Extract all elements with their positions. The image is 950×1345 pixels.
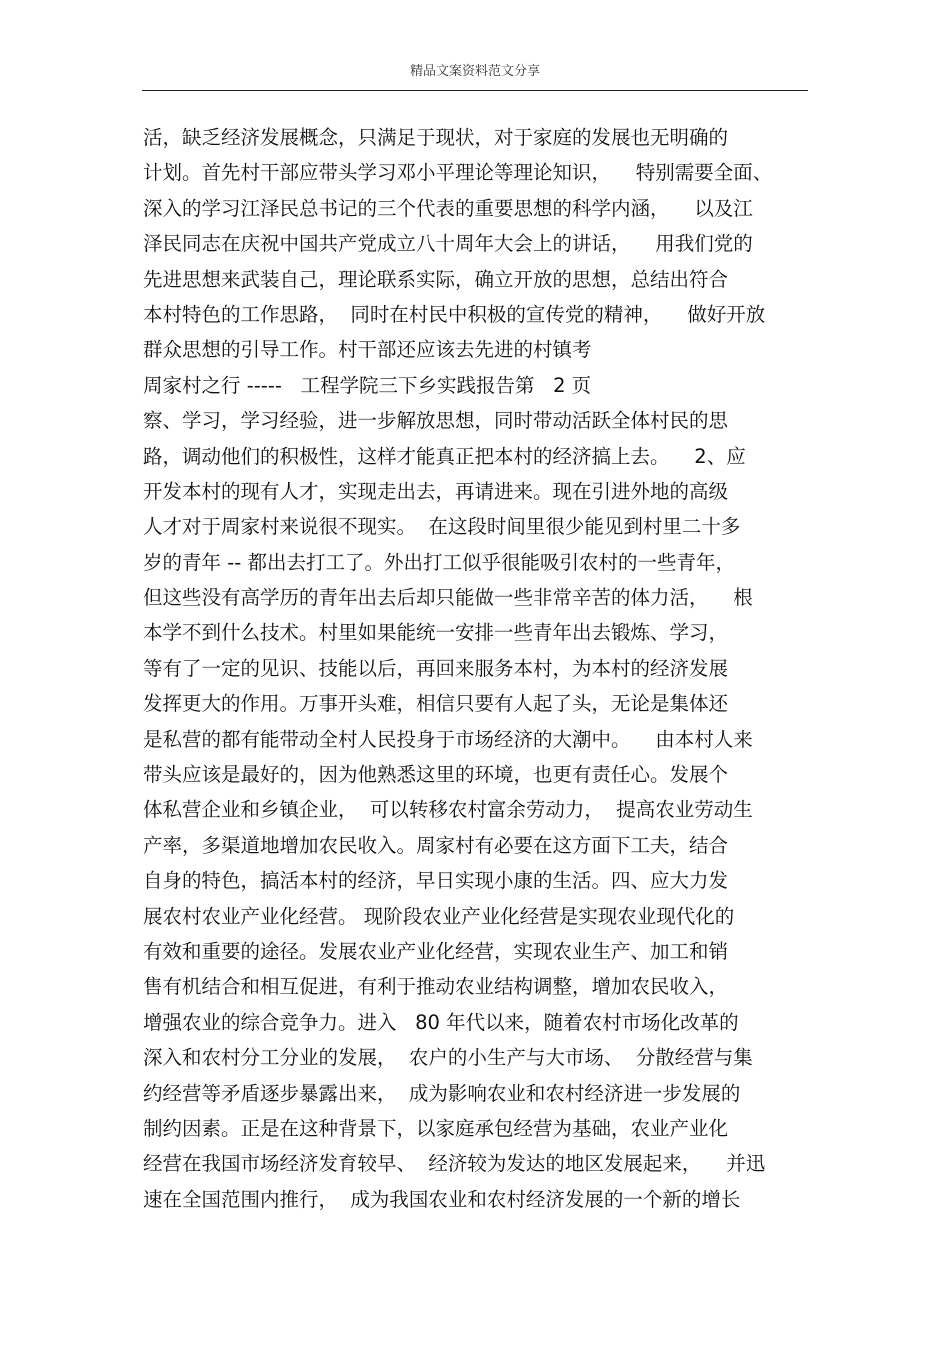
- text-line: 自身的特色，搞活本村的经济，早日实现小康的生活。四、应大力发: [143, 869, 729, 893]
- text-line: 约经营等矛盾逐步暴露出来， 成为影响农业和农村经济进一步发展的: [143, 1081, 741, 1105]
- text-line: 体私营企业和乡镇企业， 可以转移农村富余劳动力， 提高农业劳动生: [143, 798, 753, 822]
- text-line: 深入和农村分工分业的发展， 农户的小生产与大市场、 分散经营与集: [143, 1046, 753, 1070]
- text-line: 但这些没有高学历的青年出去后却只能做一些非常辛苦的体力活， 根: [143, 586, 753, 610]
- text-line: 发挥更大的作用。万事开头难，相信只要有人起了头，无论是集体还: [143, 692, 729, 716]
- text-line: 先进思想来武装自己，理论联系实际，确立开放的思想，总结出符合: [143, 267, 729, 291]
- body-text: [143, 120, 815, 1217]
- text-line: 等有了一定的见识、技能以后，再回来服务本村，为本村的经济发展: [143, 656, 729, 680]
- text-line: 本村特色的工作思路， 同时在村民中积极的宣传党的精神， 做好开放: [143, 302, 766, 326]
- text-line: 群众思想的引导工作。村干部还应该去先进的村镇考: [143, 338, 592, 362]
- text-line: 路，调动他们的积极性，这样才能真正把本村的经济搞上去。 2、应: [143, 444, 746, 468]
- text-line: 产率，多渠道地增加农民收入。周家村有必要在这方面下工夫，结合: [143, 833, 729, 857]
- header-divider: [142, 90, 808, 91]
- page-reference-line: 周家村之行 ----- 工程学院三下乡实践报告第 2 页: [143, 373, 592, 397]
- text-line: 活，缺乏经济发展概念，只满足于现状，对于家庭的发展也无明确的: [143, 126, 729, 149]
- text-line: 有效和重要的途径。发展农业产业化经营，实现农业生产、加工和销: [143, 939, 729, 963]
- text-line: 是私营的都有能带动全村人民投身于市场经济的大潮中。 由本村人来: [143, 727, 753, 751]
- text-line: 经营在我国市场经济发育较早、 经济较为发达的地区发展起来， 并迅: [143, 1152, 766, 1176]
- text-line: 开发本村的现有人才，实现走出去，再请进来。现在引进外地的高级: [143, 479, 729, 503]
- text-line: 深入的学习江泽民总书记的三个代表的重要思想的科学内涵， 以及江: [143, 196, 753, 220]
- text-line: 制约因素。正是在这种背景下，以家庭承包经营为基础，农业产业化: [143, 1116, 729, 1140]
- text-line: 增强农业的综合竞争力。进入 80 年代以来，随着农村市场化改革的: [143, 1010, 739, 1034]
- text-line: 售有机结合和相互促进，有利于推动农业结构调整，增加农民收入，: [143, 975, 729, 999]
- page-header-title: 精品文案资料范文分享: [409, 64, 540, 79]
- text-line: 速在全国范围内推行， 成为我国农业和农村经济发展的一个新的增长: [143, 1187, 741, 1211]
- text-line: 本学不到什么技术。村里如果能统一安排一些青年出去锻炼、学习，: [143, 621, 729, 645]
- text-line: 岁的青年 -- 都出去打工了。外出打工似乎很能吸引农村的一些青年，: [143, 550, 735, 574]
- text-line: 泽民同志在庆祝中国共产党成立八十周年大会上的讲话， 用我们党的: [143, 232, 753, 256]
- text-line: 带头应该是最好的，因为他熟悉这里的环境，也更有责任心。发展个: [143, 763, 729, 787]
- text-line: 人才对于周家村来说很不现实。 在这段时间里很少能见到村里二十多: [143, 515, 741, 539]
- text-line: 察、学习，学习经验，进一步解放思想，同时带动活跃全体村民的思: [143, 409, 729, 433]
- text-line: 展农村农业产业化经营。 现阶段农业产业化经营是实现农业现代化的: [143, 904, 735, 928]
- text-line: 计划。首先村干部应带头学习邓小平理论等理论知识， 特别需要全面、: [143, 161, 773, 185]
